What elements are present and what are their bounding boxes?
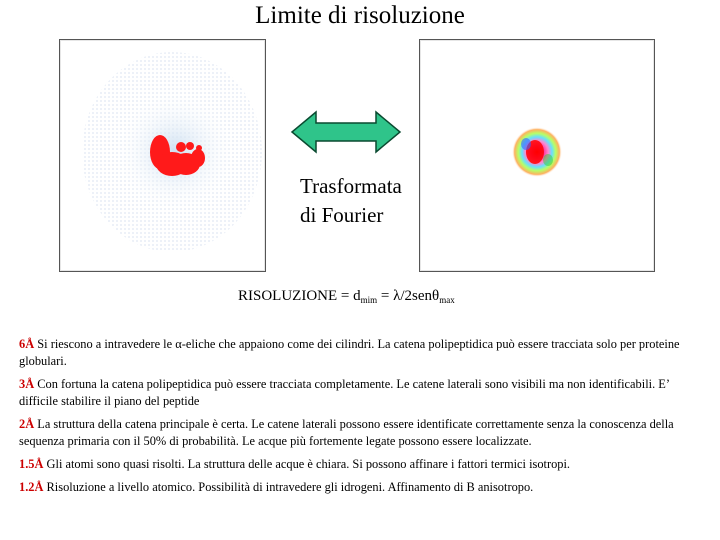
slide-title: Limite di risoluzione	[255, 2, 465, 29]
formula-label: RISOLUZIONE	[238, 288, 338, 304]
diffraction-pattern-graphic	[420, 40, 654, 271]
formula-theta: θ	[432, 288, 440, 304]
density-map-graphic	[60, 40, 265, 271]
note-1-2A	[19, 479, 699, 496]
formula-d: d	[353, 288, 361, 304]
formula-lambda: λ/2sen	[393, 288, 433, 304]
fourier-transform-image	[419, 39, 655, 272]
resolution-label: 6Å	[19, 337, 35, 351]
formula-theta-sub: max	[439, 295, 455, 305]
resolution-label: 2Å	[19, 417, 35, 431]
note-2A	[19, 416, 699, 450]
note-text: Con fortuna la catena polipeptidica può essere tracciata completamente. Le catene laterali sono visibili ma non identificabili. E’ difficile stabilire il piano del peptide	[19, 377, 670, 408]
resolution-label: 1.2Å	[19, 480, 44, 494]
double-arrow-icon	[290, 110, 402, 154]
caption-line-1: Trasformata	[300, 174, 402, 198]
note-text: Gli atomi sono quasi risolti. La struttura delle acque è chiara. Si possono affinare i fattori termici isotropi.	[46, 457, 571, 471]
resolution-label: 1.5Å	[19, 457, 44, 471]
note-text: Risoluzione a livello atomico. Possibilità di intravedere gli idrogeni. Affinamento di B anisotropo.	[46, 480, 534, 494]
note-6A	[19, 336, 699, 370]
fourier-caption	[300, 172, 402, 230]
note-text: La struttura della catena principale è certa. Le catene laterali possono essere identificate correttamente senza la conoscenza della sequenza primaria con il 50% di probabilità. Le acque più fortemente legate possono essere localizzate.	[19, 417, 674, 448]
caption-line-2: di Fourier	[300, 203, 384, 227]
formula-d-sub: mim	[360, 295, 378, 305]
note-text: Si riescono a intravedere le α-eliche che appaiono come dei cilindri. La catena polipeptidica può essere tracciata solo per proteine globulari.	[19, 337, 680, 368]
electron-density-image	[59, 39, 266, 272]
resolution-notes	[19, 336, 699, 502]
resolution-formula: RISOLUZIONE = $d_{mim} = \lambda/2sen\theta_{max}$	[238, 288, 455, 305]
note-1-5A	[19, 456, 699, 473]
resolution-label: 3Å	[19, 377, 35, 391]
note-3A	[19, 376, 699, 410]
